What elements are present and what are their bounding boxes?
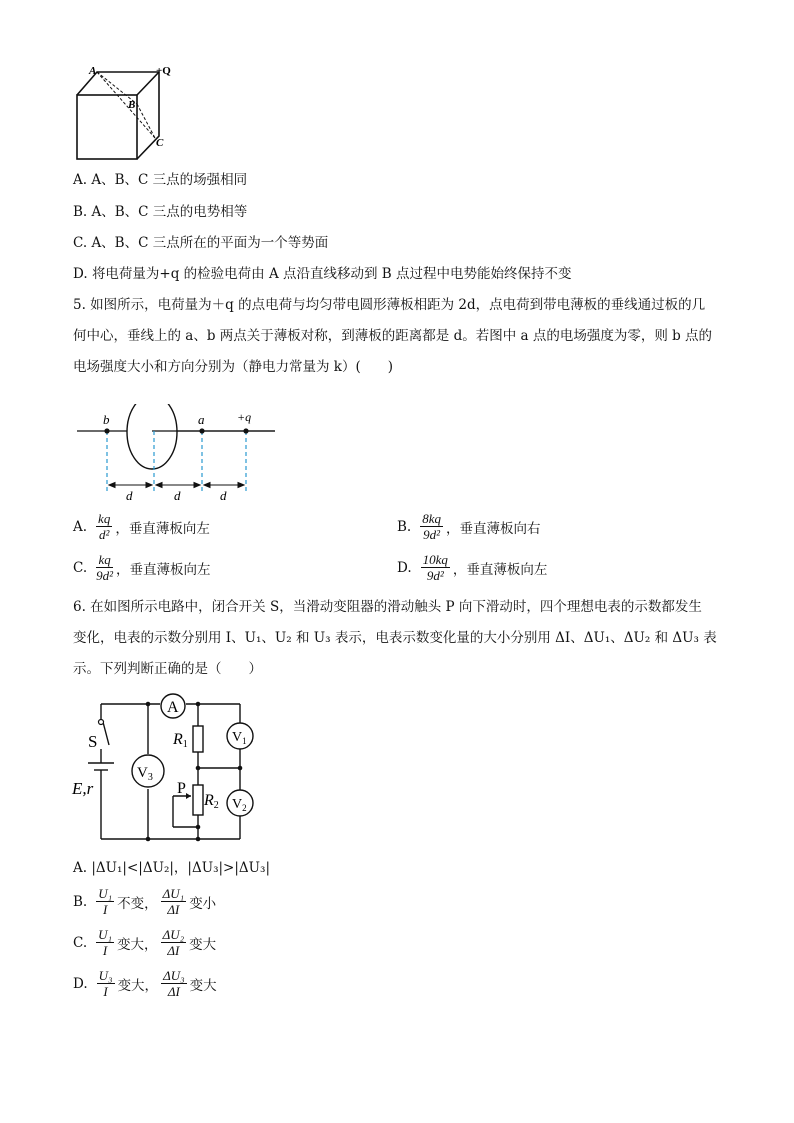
q5-option-a: A. $\frac{kq}{\text{d²}}$ ，垂直薄板向左	[73, 511, 210, 542]
q4-option-a: A. A、B、C 三点的场强相同	[73, 172, 248, 188]
q4-option-c: C. A、B、C 三点所在的平面为一个等势面	[73, 235, 329, 251]
q4-option-d: D. 将电荷量为+q 的检验电荷由 A 点沿直线移动到 B 点过程中电势能始终保持不变	[73, 266, 572, 282]
distance-d3-label: d	[220, 488, 227, 503]
resistor-R2-label: R2	[204, 792, 219, 811]
q6-option-a: A. |ΔU₁|<|ΔU₂|，|ΔU₃|>|ΔU₃|	[73, 860, 271, 876]
charge-q-label: +q	[237, 410, 252, 424]
q6-stem-line3: 示。下列判断正确的是（ ）	[73, 661, 262, 677]
point-b-label: b	[103, 412, 110, 427]
circuit-figure	[70, 692, 265, 844]
resistor-R1-label: R1	[173, 731, 188, 750]
voltmeter-V1-label: $V_1$	[232, 730, 247, 746]
point-C-label: C	[156, 137, 164, 149]
voltmeter-V3-label: $V_3$	[137, 765, 153, 783]
distance-d1-label: d	[126, 488, 133, 503]
q6-stem-line1: 6. 在如图所示电路中，闭合开关 S，当滑动变阻器的滑动触头 P 向下滑动时，四个理想电表的示数都发生	[73, 599, 702, 615]
slider-P-label: P	[177, 780, 186, 797]
q5-option-b: B. $\frac{8kq}{\text{9d²}}$ ，垂直薄板向右	[397, 511, 541, 542]
q4-option-b: B. A、B、C 三点的电势相等	[73, 204, 248, 220]
plate-charge-figure	[74, 404, 279, 504]
ammeter-label: A	[167, 699, 179, 716]
q5-option-c: C. $\frac{kq}{\text{9d²}}$ ，垂直薄板向左	[73, 552, 211, 583]
charge-Q-label: +Q	[156, 65, 171, 77]
point-a-label: a	[198, 412, 205, 427]
q6-stem-line2: 变化，电表的示数分别用 I、U₁、U₂ 和 U₃ 表示，电表示数变化量的大小分别用 ΔI、ΔU₁、ΔU₂ 和 ΔU₃ 表	[73, 630, 717, 646]
q5-stem-line3: 电场强度大小和方向分别为（静电力常量为 k）( )	[73, 359, 394, 375]
voltmeter-V2-label: $V_2$	[232, 797, 247, 813]
point-B-label: B	[128, 99, 136, 111]
point-A-label: A	[89, 65, 97, 77]
q6-option-d: D. $\frac{\text{U₃}}{I}$ 变大， $\frac{\text{ΔU₃}}{\Delta I}$ 变大	[73, 968, 217, 999]
q6-option-c: C. $\frac{\text{U₁}}{I}$ 变大， $\frac{\text{ΔU₂}}{\Delta I}$ 变大	[73, 927, 217, 958]
switch-S-label: S	[88, 732, 98, 751]
q5-stem-line1: 5. 如图所示，电荷量为＋q 的点电荷与均匀带电圆形薄板相距为 2d，点电荷到带电薄板的垂线通过板的几	[73, 297, 706, 313]
q6-option-b: B. $\frac{\text{U₁}}{I}$ 不变， $\frac{\text{ΔU₁}}{\Delta I}$ 变小	[73, 886, 217, 917]
source-Er-label: E,r	[72, 779, 94, 798]
q5-stem-line2: 何中心，垂线上的 a、b 两点关于薄板对称，到薄板的距离都是 d。若图中 a 点的电场强度为零，则 b 点的	[73, 328, 713, 344]
cube-figure	[70, 62, 180, 164]
distance-d2-label: d	[174, 488, 181, 503]
q5-option-d: D. $\frac{10kq}{\text{9d²}}$ ，垂直薄板向左	[397, 552, 548, 583]
